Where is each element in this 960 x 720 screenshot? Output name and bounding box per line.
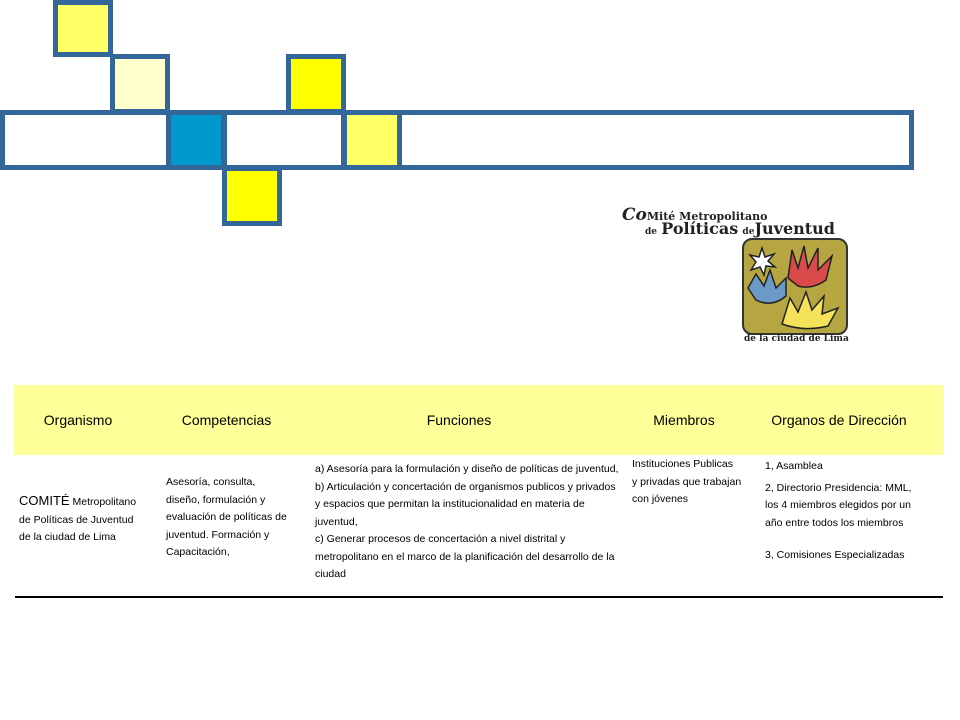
- header-miembros: Miembros: [653, 412, 715, 428]
- cell-funciones: [315, 461, 619, 584]
- funciones-line: a) Asesoría para la formulación y diseño de políticas de juventud,: [315, 463, 619, 475]
- organos-item-3: 3, Comisiones Especializadas: [765, 549, 905, 561]
- comite-logo: [620, 205, 855, 350]
- deco-square-white: [222, 110, 346, 170]
- deco-square-yellow-bottom: [222, 166, 282, 226]
- table-bottom-rule: [15, 596, 943, 598]
- organos-item-2: 2, Directorio Presidencia: MML, los 4 miembros elegidos por un año entre todos los miembros: [765, 481, 912, 529]
- organismo-line-3: de la ciudad de Lima: [19, 531, 116, 543]
- logo-line-3: de la ciudad de Lima: [744, 334, 849, 344]
- header-competencias: Competencias: [181, 412, 272, 428]
- logo-hands-artwork: [742, 238, 848, 335]
- deco-square-yellow-right: [286, 54, 346, 114]
- funciones-line: metropolitano en el marco de la planificación del desarrollo de la: [315, 550, 615, 563]
- cell-miembros: [632, 456, 741, 509]
- organos-item-1: 1, Asamblea: [765, 460, 823, 472]
- organismo-line-1: COMITÉ Metropolitano: [19, 493, 137, 508]
- funciones-line: ciudad: [315, 568, 346, 580]
- competencias-line: Asesoría, consulta,: [166, 476, 256, 488]
- competencias-line: diseño, formulación y: [166, 493, 266, 506]
- miembros-line: con jóvenes: [632, 493, 689, 505]
- header-organismo: Organismo: [43, 412, 113, 428]
- cell-organos: [765, 458, 911, 565]
- header-funciones: Funciones: [426, 412, 492, 428]
- funciones-line: c) Generar procesos de concertación a nivel distrital y: [315, 533, 566, 545]
- table-header-row: [14, 385, 943, 455]
- funciones-line: y espacios que permitan la institucionalidad en materia de: [315, 498, 585, 510]
- logo-line-1: CoMité Metropolitano: [622, 205, 768, 225]
- organismo-line-2: de Políticas de Juventud: [19, 513, 134, 526]
- cell-organismo: [19, 492, 136, 547]
- deco-square-blue: [166, 110, 226, 170]
- header-organos: Organos de Dirección: [771, 412, 907, 428]
- competencias-line: Capacitación,: [166, 546, 230, 558]
- competencias-line: evaluación de políticas de: [166, 511, 287, 523]
- funciones-line: juventud,: [315, 515, 358, 528]
- deco-square-pale-yellow: [110, 54, 170, 114]
- miembros-line: y privadas que trabajan: [632, 475, 742, 488]
- deco-horizontal-bar: [0, 110, 914, 170]
- miembros-line: Instituciones Publicas: [632, 458, 733, 470]
- competencias-line: juventud. Formación y: [166, 528, 270, 541]
- funciones-line: b) Articulación y concertación de organismos publicos y privados: [315, 480, 616, 493]
- deco-square-light-yellow: [342, 110, 402, 170]
- deco-square-yellow-top: [53, 0, 113, 57]
- cell-competencias: [166, 474, 287, 562]
- logo-line-2: de Políticas deJuventud: [645, 219, 835, 238]
